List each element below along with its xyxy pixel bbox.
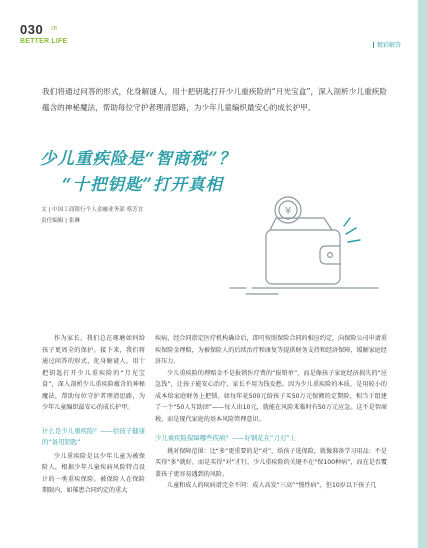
section-tag: [373, 40, 401, 49]
svg-text:¥: ¥: [284, 206, 292, 217]
byline-editor: 责任编辑 | 张琳: [41, 218, 81, 224]
byline-author: 文 | 中国工商银行个人金融业务部 蔡芳宜: [41, 207, 144, 213]
title-line-2: “十把钥匙”打开真相: [62, 175, 223, 194]
title-line-1: 少儿重疾险是“智商税”？: [40, 149, 236, 168]
byline: [41, 205, 143, 227]
right-paragraph-1: 疾病，经合同指定医疗机构确诊后，即可按照保险合同的相应约定，向保险公司申请重疾保险金理赔，为被保险人的后续治疗和康复等提供财务支持和经济保障，缓解家庭经济压力。: [155, 335, 387, 365]
left-paragraph-2: 少儿重疾险是以少年儿童为被保险人，根据少年儿童疾病风险特点设计的一类重疾保险。被保险人在保险期限内，如罹患合同约定的重大: [42, 452, 145, 494]
right-paragraph-3: 挑对保障范围：比“多”更重要的是“对”，给孩子选保险，就像准备学习用品：不是买得“多”就好，而是买得“对”才行。少儿重疾险的关键不在“保100种病”，而在是否覆盖孩子更容易遇到的风险。: [155, 447, 387, 478]
magazine-brand: BETTER LIFE: [20, 38, 68, 45]
intro-paragraph: 我们将通过问答的形式，化身解谜人，用十把钥匙打开少儿重疾险的“月光宝盒”，深入剖析少儿重疾险蕴含的神秘魔法，帮助每位守护者理清思路，为少年儿童编织最安心的成长护甲。: [42, 87, 387, 112]
section-tag-bar: [373, 42, 374, 48]
subhead-what-is: 什么是少儿重疾险？——给孩子健康的“备用钥匙”: [42, 426, 145, 446]
wallet-coin-icon: [228, 190, 388, 300]
section-tag-label: 精彩解答: [376, 42, 401, 49]
page-number-superscript: 2B: [51, 26, 58, 32]
article-title: [40, 146, 236, 198]
subhead-coverage: 少儿重疾险保障哪些疾病？——好钢花在“刀刃”上: [155, 434, 296, 442]
right-paragraph-2: 少儿重疾险的理赔金不是报销医疗费的“报销单”，而是像孩子家庭经济损失的“应急钱”，让孩子能安心治疗，家长不用为钱发愁。因为少儿重疾险的本质，是用较小的成本给家庭财务上把锁。如每年花500元给孩子买50万元保额的定期险，相当于组建了一个“50人互助团”——每人出10元，就能在风险来临时有50万元应急。这不是智商税，而是现代家庭的基本风险管理意识。: [155, 369, 387, 423]
decorative-side-stripe: [418, 0, 427, 548]
right-paragraph-4: 儿童和成人的疾病谱完全不同：成人高发“三高”“慢性病”，但10岁以下孩子几: [167, 482, 377, 489]
left-column: [42, 333, 145, 497]
right-column: [155, 333, 387, 492]
page-number: 030: [20, 22, 44, 37]
left-paragraph-1: 作为家长，我们总在琢磨如何给孩子更周全的保护。接下来，我们将通过问答的形式，化身解谜人，用十把钥匙打开少儿重疾险的“月光宝盒”，深入剖析少儿重疾险蕴含的神秘魔法，帮助每位守护者理清思路，为少年儿童编织最安心的成长护甲。: [42, 335, 145, 411]
